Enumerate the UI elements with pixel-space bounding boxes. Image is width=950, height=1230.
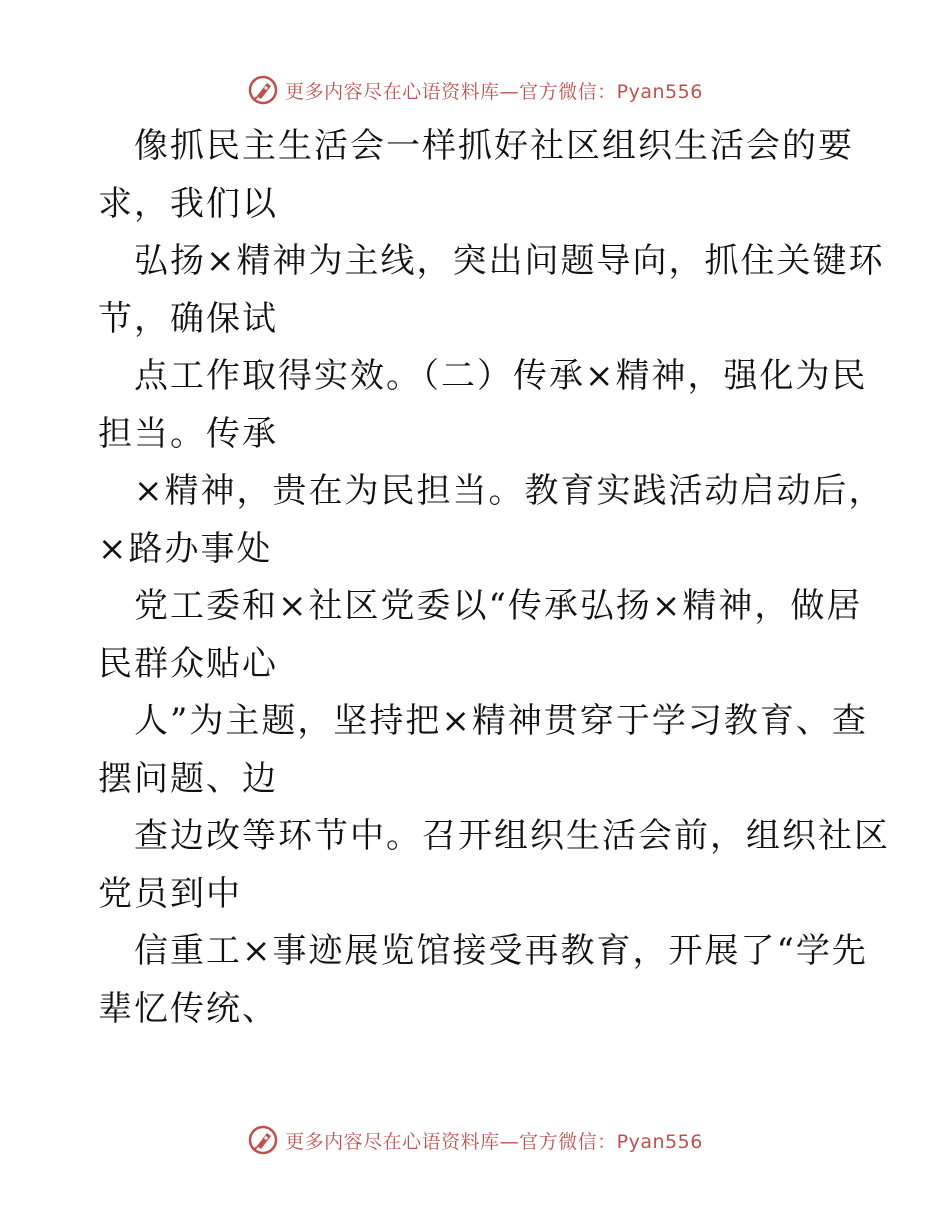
header-site-text: 更多内容尽在心语资料库— bbox=[285, 80, 520, 103]
footer-site-text: 更多内容尽在心语资料库— bbox=[285, 1130, 520, 1153]
body-line: 摆问题、边 bbox=[98, 758, 278, 799]
body-line: 像抓民主生活会一样抓好社区组织生活会的要 bbox=[134, 126, 854, 166]
body-line: 党工委和×社区党委以“传承弘扬×精神，做居 bbox=[134, 586, 863, 626]
body-line: 求，我们以 bbox=[98, 183, 278, 224]
body-line: 查边改等环节中。召开组织生活会前，组织社区 bbox=[134, 816, 890, 856]
body-line: 人”为主题，坚持把×精神贯穿于学习教育、查 bbox=[134, 701, 868, 741]
document-body bbox=[98, 118, 890, 1038]
pen-nib-logo-icon bbox=[247, 74, 279, 106]
body-line: 节，确保试 bbox=[98, 298, 278, 339]
body-line: 辈忆传统、 bbox=[98, 988, 278, 1029]
body-line: 弘扬×精神为主线，突出问题导向，抓住关键环 bbox=[134, 241, 885, 281]
body-line: 信重工×事迹展览馆接受再教育，开展了“学先 bbox=[134, 931, 868, 971]
body-line: 民群众贴心 bbox=[98, 643, 278, 684]
body-line: 点工作取得实效。（二）传承×精神，强化为民 bbox=[134, 356, 868, 396]
header-wechat-text: 官方微信：Pyan556 bbox=[519, 80, 703, 103]
pen-nib-logo-icon bbox=[247, 1124, 279, 1156]
header-banner bbox=[0, 70, 950, 110]
body-line: 党员到中 bbox=[98, 873, 242, 914]
footer-wechat-text: 官方微信：Pyan556 bbox=[519, 1130, 703, 1153]
body-line: 担当。传承 bbox=[98, 413, 278, 454]
body-line: ×路办事处 bbox=[98, 528, 273, 569]
footer-banner bbox=[0, 1120, 950, 1160]
body-line: ×精神，贵在为民担当。教育实践活动启动后， bbox=[134, 471, 885, 511]
